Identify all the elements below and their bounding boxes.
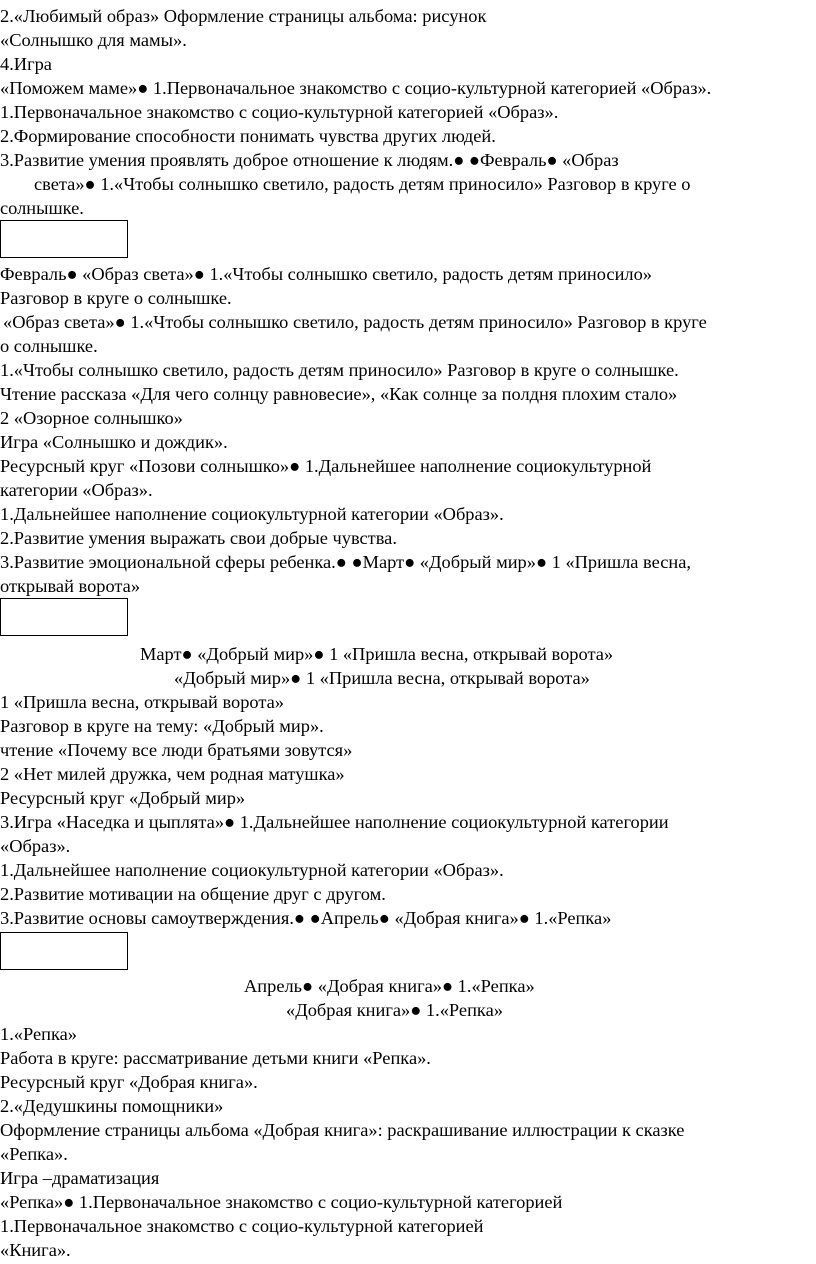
text-line: открывай ворота» (0, 576, 141, 596)
text-line: Разговор в круге на тему: «Добрый мир». (0, 716, 324, 736)
text-line: «Поможем маме»● 1.Первоначальное знакомство с социо-культурной категорией «Образ». (0, 78, 712, 98)
text-line: 3.Развитие умения проявлять доброе отношение к людям.● ●Февраль● «Образ (0, 150, 619, 170)
text-line: «Книга». (0, 1240, 71, 1260)
text-line: Работа в круге: рассматривание детьми книги «Репка». (0, 1048, 431, 1068)
empty-frame (0, 932, 128, 970)
text-line: чтение «Почему все люди братьями зовутся» (0, 740, 353, 760)
text-line: 2.Развитие умения выражать свои добрые чувства. (0, 528, 397, 548)
text-line: «Добрая книга»● 1.«Репка» (286, 1000, 503, 1020)
text-line: 1.Первоначальное знакомство с социо-культурной категорией (0, 1216, 484, 1236)
text-line: 2 «Озорное солнышко» (0, 408, 183, 428)
empty-frame (0, 598, 128, 636)
text-line: Ресурсный круг «Добрый мир» (0, 788, 246, 808)
text-line: 1.«Репка» (0, 1024, 77, 1044)
text-line: 3.Развитие основы самоутверждения.● ●Апрель● «Добрая книга»● 1.«Репка» (0, 908, 612, 928)
text-line: 1.Первоначальное знакомство с социо-культурной категорией «Образ». (0, 102, 559, 122)
text-line: Чтение рассказа «Для чего солнцу равновесие», «Как солнце за полдня плохим стало» (0, 384, 678, 404)
text-line: 1.«Чтобы солнышко светило, радость детям приносило» Разговор в круге о солнышке. (0, 360, 679, 380)
text-line: Март● «Добрый мир»● 1 «Пришла весна, открывай ворота» (140, 644, 614, 664)
text-line: «Репка»● 1.Первоначальное знакомство с социо-культурной категорией (0, 1192, 563, 1212)
text-line: о солнышке. (0, 336, 98, 356)
text-line: Игра –драматизация (0, 1168, 160, 1188)
text-line: «Образ». (0, 836, 71, 856)
text-line: «Солнышко для мамы». (0, 30, 187, 50)
empty-frame (0, 220, 128, 258)
text-line: 1.Дальнейшее наполнение социокультурной категории «Образ». (0, 860, 504, 880)
text-line: 3.Игра «Наседка и цыплята»● 1.Дальнейшее наполнение социокультурной категории (0, 812, 669, 832)
text-line: Разговор в круге о солнышке. (0, 288, 232, 308)
text-line: света»● 1.«Чтобы солнышко светило, радость детям приносило» Разговор в круге о (34, 174, 691, 194)
text-line: Ресурсный круг «Добрая книга». (0, 1072, 258, 1092)
text-line: 2.Формирование способности понимать чувства других людей. (0, 126, 496, 146)
text-line: Оформление страницы альбома «Добрая книга»: раскрашивание иллюстрации к сказке (0, 1120, 685, 1140)
text-line: 2.«Дедушкины помощники» (0, 1096, 224, 1116)
text-line: 2 «Нет милей дружка, чем родная матушка» (0, 764, 345, 784)
text-line: 1 «Пришла весна, открывай ворота» (0, 692, 285, 712)
text-line: «Образ света»● 1.«Чтобы солнышко светило, радость детям приносило» Разговор в круге (3, 312, 707, 332)
text-line: «Репка». (0, 1144, 68, 1164)
text-line: 2.«Любимый образ» Оформление страницы альбома: рисунок (0, 6, 487, 26)
text-line: Ресурсный круг «Позови солнышко»● 1.Дальнейшее наполнение социокультурной (0, 456, 652, 476)
text-line: солнышке. (0, 198, 84, 218)
text-line: Игра «Солнышко и дождик». (0, 432, 228, 452)
text-line: 2.Развитие мотивации на общение друг с другом. (0, 884, 386, 904)
text-line: «Добрый мир»● 1 «Пришла весна, открывай ворота» (174, 668, 590, 688)
text-line: категории «Образ». (0, 480, 153, 500)
text-line: Апрель● «Добрая книга»● 1.«Репка» (244, 976, 535, 996)
text-line: 3.Развитие эмоциональной сферы ребенка.● ●Март● «Добрый мир»● 1 «Пришла весна, (0, 552, 692, 572)
text-line: Февраль● «Образ света»● 1.«Чтобы солнышко светило, радость детям приносило» (0, 264, 652, 284)
text-line: 4.Игра (0, 54, 52, 74)
text-line: 1.Дальнейшее наполнение социокультурной категории «Образ». (0, 504, 504, 524)
